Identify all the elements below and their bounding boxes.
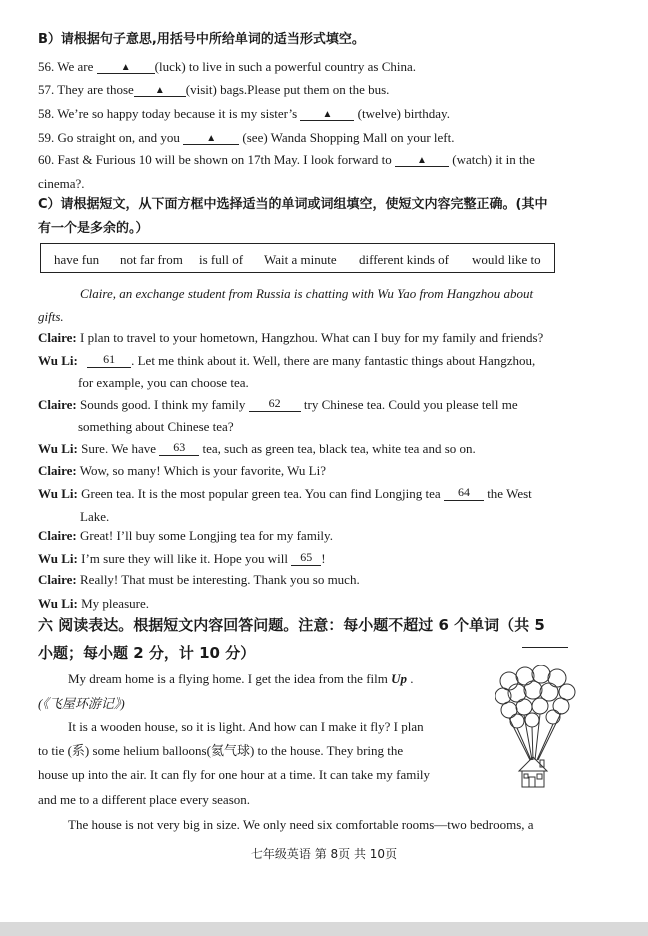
passage-line-3: It is a wooden house, so it is light. And how can I make it fly? I plan — [68, 719, 424, 734]
heading-underline — [522, 647, 568, 648]
word-option: have fun — [54, 252, 100, 267]
passage-line-1: My dream home is a flying home. I get the idea from the film Up . — [68, 671, 414, 686]
answer-blank-64[interactable]: 64 — [444, 486, 484, 501]
word-option: would like to — [472, 252, 541, 267]
dialogue-line-7: Claire: Great! I’ll buy some Longjing tea for my family. — [38, 528, 333, 543]
dialogue-line-6: Wu Li: Green tea. It is the most popular green tea. You can find Longjing tea 64 the West — [38, 485, 532, 501]
question-57: 57. They are those ▲ (visit) bags.Please put them on the bus. — [38, 82, 390, 97]
section-c-heading: C）请根据短文，从下面方框中选择适当的单词或词组填空，使短文内容完整正确。(其中 — [38, 197, 548, 212]
section-c-heading-cont: 有一个是多余的。） — [38, 221, 149, 236]
dialogue-line-3: Claire: Sounds good. I think my family 62 try Chinese tea. Could you please tell me — [38, 396, 518, 412]
word-option: Wait a minute — [264, 252, 337, 267]
passage-line-4: to tie (系) some helium balloons(氦气球) to the house. They bring the — [38, 743, 404, 758]
dialogue-line-3-cont: something about Chinese tea? — [78, 419, 234, 434]
dialogue-line-8: Wu Li: I’m sure they will like it. Hope you will 65 ! — [38, 550, 326, 566]
section-6-heading: 六 阅读表达。根据短文内容回答问题。注意：每小题不超过 6 个单词（共 5 — [38, 616, 545, 634]
dialogue-line-2-cont: for example, you can choose tea. — [78, 375, 249, 390]
word-bank-box — [40, 243, 555, 273]
film-title: Up — [391, 671, 407, 686]
dialogue-line-6-cont: Lake. — [80, 509, 110, 524]
answer-blank-62[interactable]: 62 — [249, 397, 301, 412]
answer-blank-57[interactable]: ▲ — [134, 82, 186, 97]
section-b-heading: B）请根据句子意思,用括号中所给单词的适当形式填空。 — [38, 32, 365, 47]
dialogue-intro: Claire, an exchange student from Russia is chatting with Wu Yao from Hangzhou about — [80, 286, 534, 301]
passage-line-5: house up into the air. It can fly for one hour at a time. It can take my family — [38, 767, 431, 782]
question-56: 56. We are ▲ (luck) to live in such a powerful country as China. — [38, 59, 417, 74]
passage-line-2: (《飞屋环游记》) — [38, 696, 125, 711]
question-60: 60. Fast & Furious 10 will be shown on 17th May. I look forward to ▲ (watch) it in the — [38, 152, 535, 167]
question-58: 58. We’re so happy today because it is my sister’s ▲ (twelve) birthday. — [38, 106, 450, 121]
answer-blank-65[interactable]: 65 — [291, 551, 321, 566]
question-59: 59. Go straight on, and you ▲ (see) Wanda Shopping Mall on your left. — [38, 130, 455, 145]
page-footer: 七年级英语 第 8页 共 10页 — [250, 847, 398, 861]
answer-blank-60[interactable]: ▲ — [395, 152, 449, 167]
dialogue-line-9: Claire: Really! That must be interesting. Thank you so much. — [38, 572, 360, 587]
scan-bottom-edge — [0, 922, 648, 936]
section-6-heading-cont: 小题；每小题 2 分，计 10 分） — [38, 644, 256, 662]
dialogue-line-10: Wu Li: My pleasure. — [38, 596, 149, 611]
answer-blank-59[interactable]: ▲ — [183, 130, 239, 145]
word-option: is full of — [199, 252, 244, 267]
answer-blank-58[interactable]: ▲ — [300, 106, 354, 121]
answer-blank-63[interactable]: 63 — [159, 441, 199, 456]
answer-blank-56[interactable]: ▲ — [97, 59, 155, 74]
dialogue-line-2: Wu Li: 61 . Let me think about it. Well, there are many fantastic things about Hangzhou, — [38, 352, 536, 368]
answer-blank-61[interactable]: 61 — [87, 353, 131, 368]
word-option: different kinds of — [359, 252, 450, 267]
word-option: not far from — [120, 252, 183, 267]
passage-line-7: The house is not very big in size. We only need six comfortable rooms—two bedrooms, a — [68, 817, 534, 832]
balloon-house-image — [495, 665, 577, 790]
dialogue-line-4: Wu Li: Sure. We have 63 tea, such as green tea, black tea, white tea and so on. — [38, 440, 476, 456]
dialogue-line-5: Claire: Wow, so many! Which is your favorite, Wu Li? — [38, 463, 326, 478]
dialogue-line-1: Claire: I plan to travel to your hometown, Hangzhou. What can I buy for my family and friends? — [38, 330, 544, 345]
passage-line-6: and me to a different place every season. — [38, 792, 250, 807]
dialogue-intro-cont: gifts. — [38, 309, 64, 324]
question-60-continued: cinema?. — [38, 176, 85, 191]
